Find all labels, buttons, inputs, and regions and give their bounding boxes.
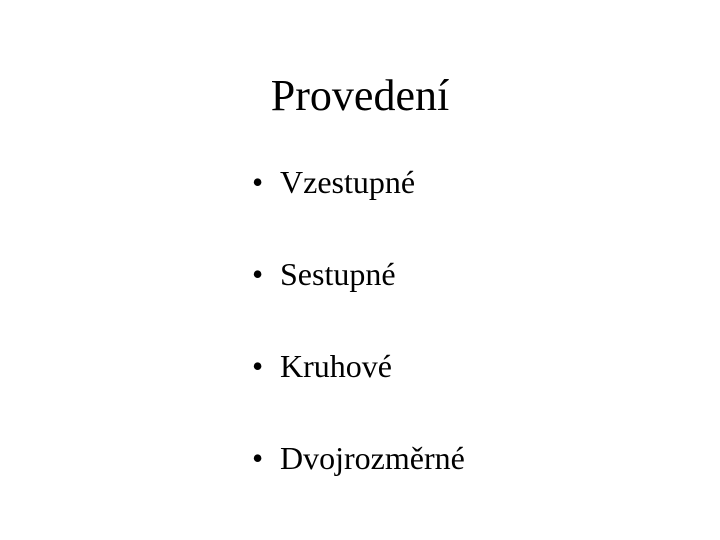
- bullet-item-kruhove: [252, 346, 465, 386]
- bullet-list: [252, 162, 465, 478]
- bullet-item-vzestupne: [252, 162, 465, 202]
- bullet-item-dvojrozmerne: [252, 438, 465, 478]
- bullet-icon: •: [252, 440, 264, 476]
- slide-title: Provedení: [270, 71, 450, 120]
- bullet-icon: •: [252, 256, 264, 292]
- bullet-icon: •: [252, 348, 264, 384]
- bullet-label: Kruhové: [280, 348, 392, 384]
- bullet-label: Dvojrozměrné: [280, 440, 465, 476]
- bullet-label: Sestupné: [280, 256, 396, 292]
- bullet-item-sestupne: [252, 254, 465, 294]
- bullet-icon: •: [252, 164, 264, 200]
- bullet-label: Vzestupné: [280, 164, 416, 200]
